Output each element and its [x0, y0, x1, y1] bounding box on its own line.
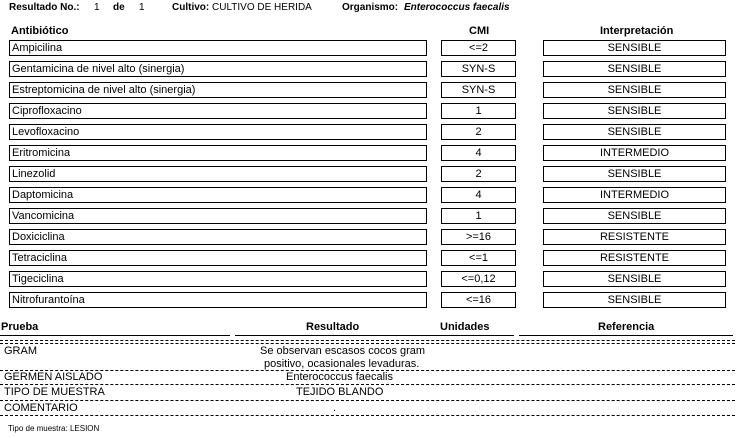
test-result: TEJIDO BLANDO [296, 386, 384, 398]
antibiotic-name: Linezolid [9, 166, 427, 182]
antibiotic-cmi: 4 [441, 187, 516, 203]
cultivo-label: Cultivo: [172, 2, 210, 13]
antibiotic-interpretation: SENSIBLE [543, 40, 726, 56]
antibiotic-name: Daptomicina [9, 187, 427, 203]
antibiotic-cmi: SYN-S [441, 61, 516, 77]
cultivo-value: CULTIVO DE HERIDA [212, 2, 312, 13]
row-separator [0, 415, 735, 416]
antibiotic-name: Tigeciclina [9, 271, 427, 287]
resultado-number: 1 [94, 2, 100, 13]
resultado-total: 1 [139, 2, 145, 13]
antibiotic-interpretation: SENSIBLE [543, 271, 726, 287]
antibiotic-name: Vancomicina [9, 208, 427, 224]
col-unidades-header: Unidades [440, 321, 490, 333]
de-label: de [113, 2, 125, 13]
test-name: TIPO DE MUESTRA [4, 386, 105, 398]
col-antibiotico-header: Antibiótico [11, 25, 69, 37]
antibiotic-cmi: <=1 [441, 250, 516, 266]
organismo-value: Enterococcus faecalis [404, 2, 510, 13]
col-resultado-header: Resultado [306, 321, 360, 333]
row-separator [0, 343, 735, 344]
header-underline [410, 335, 514, 336]
test-result: . [333, 402, 337, 414]
header-underline [519, 335, 733, 336]
antibiotic-interpretation: RESISTENTE [543, 250, 726, 266]
antibiotic-name: Tetraciclina [9, 250, 427, 266]
test-result: Se observan escasos cocos gram [260, 345, 426, 357]
antibiotic-name: Levofloxacino [9, 124, 427, 140]
test-result: positivo, ocasionales levaduras. [264, 358, 420, 370]
antibiotic-interpretation: SENSIBLE [543, 103, 726, 119]
antibiotic-name: Ampicilina [9, 40, 427, 56]
antibiotic-interpretation: SENSIBLE [543, 61, 726, 77]
antibiotic-name: Eritromicina [9, 145, 427, 161]
row-separator [0, 384, 735, 385]
antibiotic-name: Doxiciclina [9, 229, 427, 245]
col-referencia-header: Referencia [598, 321, 655, 333]
row-separator [0, 400, 735, 401]
test-result: Enterococcus faecalis [286, 371, 393, 383]
organismo-label: Organismo: [342, 2, 399, 13]
antibiotic-interpretation: SENSIBLE [543, 208, 726, 224]
antibiotic-cmi: 4 [441, 145, 516, 161]
antibiotic-cmi: <=16 [441, 292, 516, 308]
antibiotic-cmi: 2 [441, 124, 516, 140]
antibiotic-interpretation: INTERMEDIO [543, 145, 726, 161]
antibiotic-cmi: 1 [441, 103, 516, 119]
test-name: COMENTARIO [4, 402, 78, 414]
resultado-label: Resultado No.: [9, 2, 80, 13]
antibiotic-interpretation: SENSIBLE [543, 124, 726, 140]
tipo-muestra-note: Tipo de muestra: LESION [8, 424, 100, 433]
antibiotic-interpretation: INTERMEDIO [543, 187, 726, 203]
antibiotic-cmi: SYN-S [441, 82, 516, 98]
row-separator [0, 340, 735, 341]
antibiotic-interpretation: SENSIBLE [543, 292, 726, 308]
antibiotic-name: Gentamicina de nivel alto (sinergia) [9, 61, 427, 77]
antibiotic-interpretation: RESISTENTE [543, 229, 726, 245]
test-name: GRAM [4, 345, 37, 357]
antibiotic-cmi: >=16 [441, 229, 516, 245]
header-underline [0, 335, 230, 336]
antibiotic-cmi: <=0,12 [441, 271, 516, 287]
col-interpretacion-header: Interpretación [600, 25, 674, 37]
header-underline [235, 335, 427, 336]
antibiotic-cmi: 1 [441, 208, 516, 224]
antibiotic-name: Ciprofloxacino [9, 103, 427, 119]
test-name: GERMEN AISLADO [4, 371, 103, 383]
antibiotic-cmi: <=2 [441, 40, 516, 56]
antibiotic-interpretation: SENSIBLE [543, 166, 726, 182]
antibiotic-cmi: 2 [441, 166, 516, 182]
col-prueba-header: Prueba [1, 321, 39, 333]
antibiotic-name: Estreptomicina de nivel alto (sinergia) [9, 82, 427, 98]
col-cmi-header: CMI [469, 25, 490, 37]
antibiotic-name: Nitrofurantoína [9, 292, 427, 308]
antibiotic-interpretation: SENSIBLE [543, 82, 726, 98]
